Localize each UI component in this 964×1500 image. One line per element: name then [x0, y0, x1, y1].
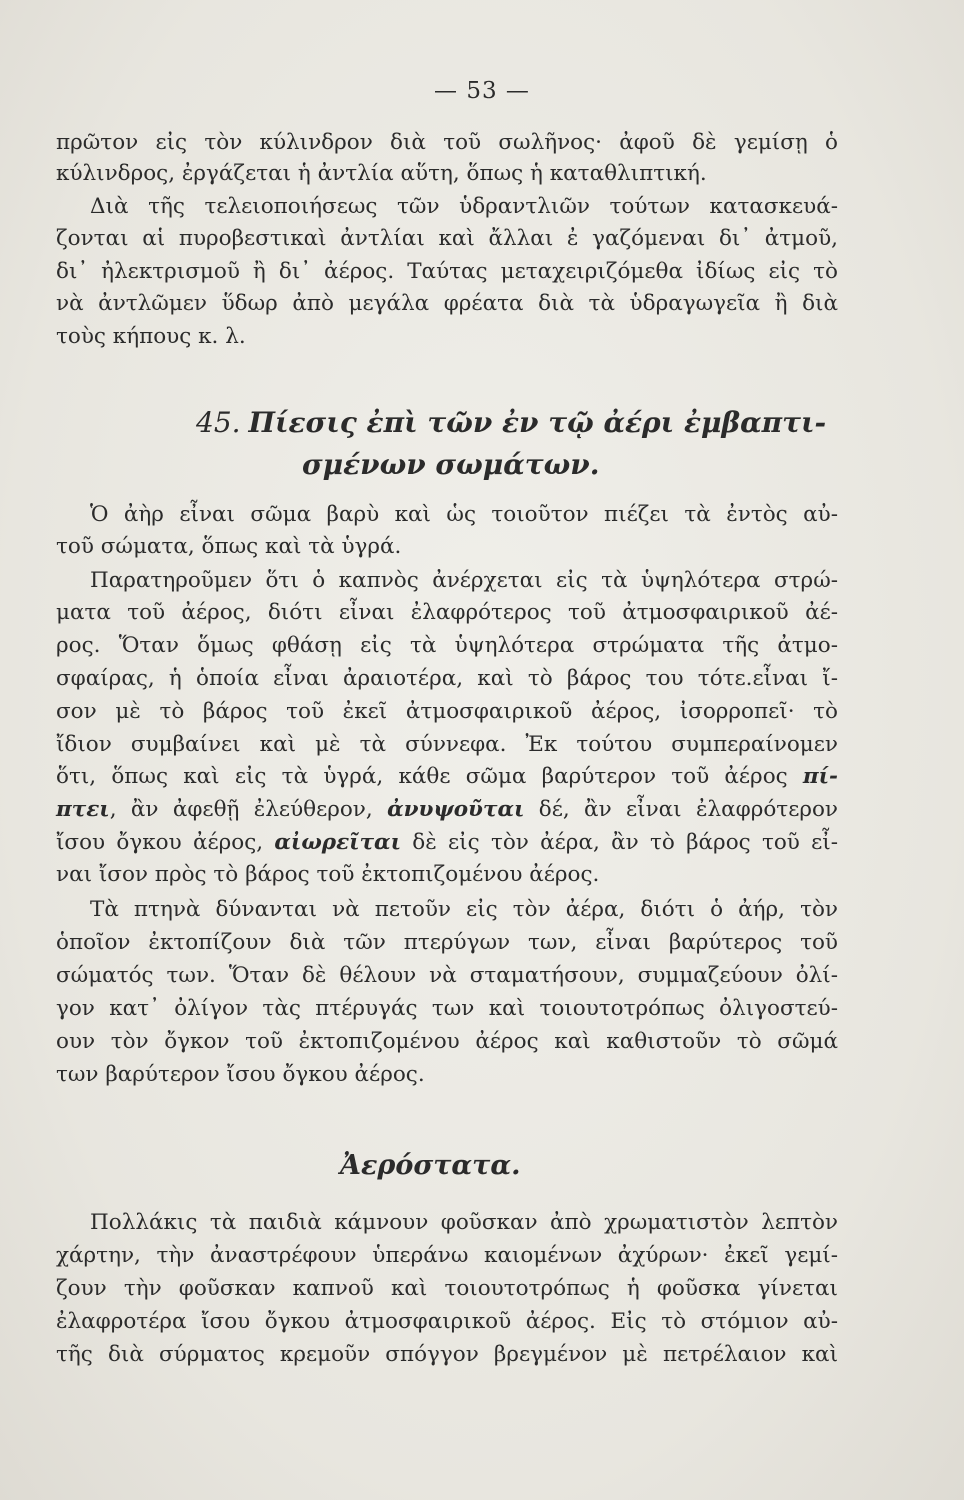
text-line: πρῶτον εἰς τὸν κύλινδρον διὰ τοῦ σωλῆνος· ἀφοῦ δὲ γεμίσῃ ὁ: [56, 130, 838, 155]
page-number: — 53 —: [434, 78, 530, 104]
text-line: [56, 762, 838, 792]
text-line: τοῦ σώματα, ὅπως καὶ τὰ ὑγρά.: [56, 534, 402, 559]
text-segment: ἴσου ὄγκου ἀέρος,: [56, 830, 264, 855]
text-line: ματα τοῦ ἀέρος, διότι εἶναι ἐλαφρότερος τοῦ ἀτμοσφαιρικοῦ ἀέ-: [56, 600, 838, 625]
text-line: ἐλαφροτέρα ἴσου ὄγκου ἀτμοσφαιρικοῦ ἀέρος. Εἰς τὸ στόμιον αὐ-: [56, 1309, 838, 1334]
text-segment: ὅτι, ὅπως καὶ εἰς τὰ ὑγρά, κάθε σῶμα βαρύτερον τοῦ ἀέρος: [56, 764, 788, 789]
text-line: ἴδιον συμβαίνει καὶ μὲ τὰ σύννεφα. Ἐκ τούτου συμπεραίνομεν: [56, 732, 838, 757]
text-line: Παρατηροῦμεν ὅτι ὁ καπνὸς ἀνέρχεται εἰς τὰ ὑψηλότερα στρώ-: [90, 568, 838, 593]
text-line: ναι ἴσον πρὸς τὸ βάρος τοῦ ἐκτοπιζομένου ἀέρος.: [56, 862, 600, 887]
text-line: σον μὲ τὸ βάρος τοῦ ἐκεῖ ἀτμοσφαιρικοῦ ἀέρος, ἰσορροπεῖ· τὸ: [56, 699, 838, 724]
text-line: δι᾿ ἠλεκτρισμοῦ ἢ δι᾿ ἀέρος. Ταύτας μεταχειριζόμεθα ἰδίως εἰς τὸ: [56, 259, 838, 284]
section-number: 45.: [196, 406, 241, 439]
emphasis-word: πί-: [802, 764, 838, 789]
text-segment: , ἂν ἀφεθῇ ἐλεύθερον,: [109, 797, 388, 822]
text-line: κύλινδρος, ἐργάζεται ἡ ἀντλία αὕτη, ὅπως ἡ καταθλιπτική.: [56, 161, 707, 186]
text-segment: δὲ εἰς τὸν ἀέρα, ἂν τὸ βάρος τοῦ εἶ-: [400, 830, 838, 855]
text-line: σώματός των. Ὅταν δὲ θέλουν νὰ σταματήσουν, συμμαζεύουν ὀλί-: [56, 963, 838, 988]
text-line: Ὁ ἀὴρ εἶναι σῶμα βαρὺ καὶ ὡς τοιοῦτον πιέζει τὰ ἐντὸς αὐ-: [90, 502, 838, 527]
text-line: ρος. Ὅταν ὅμως φθάσῃ εἰς τὰ ὑψηλότερα στρώματα τῆς ἀτμο-: [56, 633, 838, 658]
text-segment: δέ, ἂν εἶναι ἐλαφρότερον: [524, 797, 838, 822]
emphasis-word: αἰωρεῖται: [274, 830, 401, 855]
text-line: Πολλάκις τὰ παιδιὰ κάμνουν φοῦσκαν ἀπὸ χρωματιστὸν λεπτὸν: [90, 1210, 838, 1235]
text-line: Τὰ πτηνὰ δύνανται νὰ πετοῦν εἰς τὸν ἀέρα, διότι ὁ ἀήρ, τὸν: [90, 897, 838, 922]
text-line: ζονται αἱ πυροβεστικαὶ ἀντλίαι καὶ ἄλλαι ἐ γαζόμεναι δι᾿ ἀτμοῦ,: [56, 226, 838, 251]
text-line: ὁποῖον ἐκτοπίζουν διὰ τῶν πτερύγων των, εἶναι βαρύτερος τοῦ: [56, 930, 838, 955]
text-line: [56, 795, 838, 825]
text-line: ζουν τὴν φοῦσκαν καπνοῦ καὶ τοιουτοτρόπως ἡ φοῦσκα γίνεται: [56, 1276, 838, 1301]
text-line: Διὰ τῆς τελειοποιήσεως τῶν ὑδραντλιῶν τούτων κατασκευά-: [90, 194, 838, 219]
subsection-heading: Ἀερόστατα.: [340, 1150, 521, 1181]
text-line: [56, 828, 838, 858]
section-heading: [196, 406, 826, 439]
text-line: γον κατ᾿ ὀλίγον τὰς πτέρυγάς των καὶ τοιουτοτρόπως ὀλιγοστεύ-: [56, 996, 838, 1021]
text-line: ουν τὸν ὄγκον τοῦ ἐκτοπιζομένου ἀέρος καὶ καθιστοῦν τὸ σῶμά: [56, 1029, 838, 1054]
text-line: τῆς διὰ σύρματος κρεμοῦν σπόγγον βρεγμένον μὲ πετρέλαιον καὶ: [56, 1342, 838, 1367]
text-line: σφαίρας, ἡ ὁποία εἶναι ἀραιοτέρα, καὶ τὸ βάρος του τότε.εἶναι ἴ-: [56, 666, 838, 691]
emphasis-word: ἀνυψοῦται: [387, 797, 525, 822]
text-line: των βαρύτερον ἴσου ὄγκου ἀέρος.: [56, 1062, 425, 1087]
emphasis-word: πτει: [56, 797, 110, 822]
text-line: νὰ ἀντλῶμεν ὕδωρ ἀπὸ μεγάλα φρέατα διὰ τὰ ὑδραγωγεῖα ἢ διὰ: [56, 291, 838, 316]
section-title-line1: Πίεσις ἐπὶ τῶν ἐν τῷ ἀέρι ἐμβαπτι-: [248, 406, 827, 439]
text-line: χάρτην, τὴν ἀναστρέφουν ὑπεράνω καιομένων ἀχύρων· ἐκεῖ γεμί-: [56, 1243, 838, 1268]
text-line: τοὺς κήπους κ. λ.: [56, 324, 246, 349]
section-title-line2: σμένων σωμάτων.: [302, 448, 600, 481]
